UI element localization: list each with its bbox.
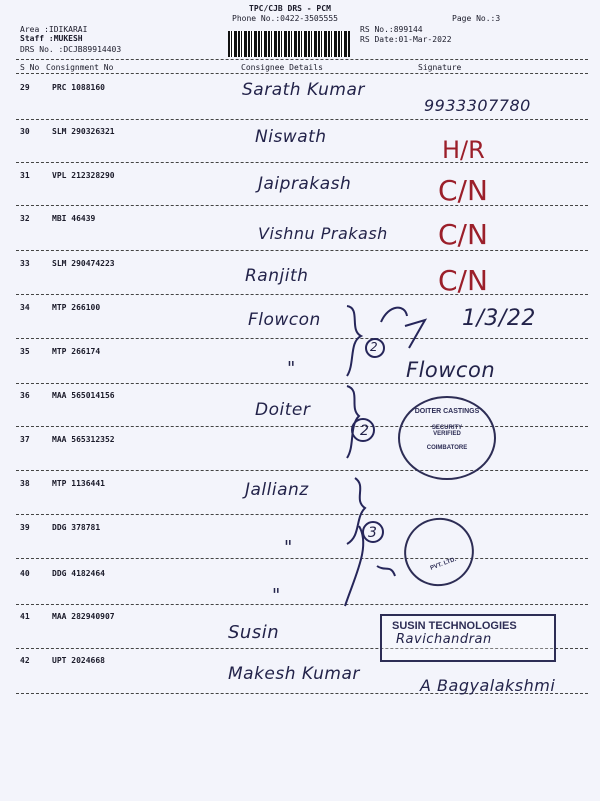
handwritten-consignee: Jaiprakash (258, 174, 352, 194)
handwritten-consignee: Jallianz (245, 480, 309, 500)
col-sno: S No (20, 63, 40, 72)
row-sno: 39 (20, 523, 30, 532)
divider (16, 59, 588, 60)
staff-field: Staff :MUKESH (20, 34, 83, 43)
row-divider (16, 338, 588, 339)
row-consignment: MTP 1136441 (52, 479, 105, 488)
row-consignment: DDG 378781 (52, 523, 101, 532)
handwritten-consignee: " (287, 358, 296, 379)
row-divider (16, 470, 588, 471)
stamp-text: DOITER CASTINGS (414, 408, 480, 415)
row-consignment: VPL 212328290 (52, 171, 115, 180)
barcode (228, 31, 350, 57)
row-divider (16, 119, 588, 120)
circle-number: 2 (370, 340, 379, 354)
handwritten-consignee: " (272, 585, 281, 606)
handwritten-signature: Flowcon (406, 358, 496, 382)
row-divider (16, 294, 588, 295)
col-consignment: Consignment No (46, 63, 114, 72)
handwritten-phone: 9933307780 (424, 96, 531, 115)
area-field: Area :IDIKARAI (20, 25, 88, 34)
document-title: TPC/CJB DRS - PCM (249, 4, 331, 13)
remark-cn: C/N (438, 218, 488, 251)
row-divider (16, 514, 588, 515)
row-divider (16, 162, 588, 163)
handwritten-consignee: Makesh Kumar (228, 664, 360, 684)
row-sno: 29 (20, 83, 30, 92)
row-divider (16, 558, 588, 559)
row-consignment: DDG 4182464 (52, 569, 105, 578)
stamp-text: PVT. LTD. (429, 556, 458, 572)
circle-number: 2 (360, 423, 370, 439)
row-sno: 42 (20, 656, 30, 665)
col-signature: Signature (418, 63, 462, 72)
handwritten-consignee: Sarath Kumar (242, 80, 365, 100)
handwritten-consignee: Ranjith (245, 266, 309, 286)
susin-stamp (380, 614, 556, 662)
row-divider (16, 205, 588, 206)
divider (16, 73, 588, 74)
stamp-text: VERIFIED (433, 431, 461, 437)
row-sno: 33 (20, 259, 30, 268)
rs-number: RS No.:899144 (360, 25, 423, 34)
handwritten-consignee: " (284, 537, 293, 558)
phone-number: Phone No.:0422-3505555 (232, 14, 338, 23)
handwritten-consignee: Vishnu Prakash (258, 224, 388, 243)
row-consignment: MTP 266100 (52, 303, 101, 312)
row-sno: 31 (20, 171, 30, 180)
row-consignment: SLM 290326321 (52, 127, 115, 136)
row-sno: 38 (20, 479, 30, 488)
stamp-text: SUSIN TECHNOLOGIES (392, 620, 517, 632)
handwritten-signature: A Bagyalakshmi (420, 676, 556, 695)
row-sno: 40 (20, 569, 30, 578)
handwritten-signature: Ravichandran (396, 632, 492, 647)
stamp-text: SECURITY (431, 425, 463, 431)
row-divider (16, 383, 588, 384)
handwritten-consignee: Susin (228, 622, 280, 643)
row-consignment: MAA 565312352 (52, 435, 115, 444)
row-consignment: SLM 290474223 (52, 259, 115, 268)
handwritten-consignee: Doiter (255, 400, 311, 420)
row-sno: 37 (20, 435, 30, 444)
drs-number: DRS No. :DCJB89914403 (20, 45, 122, 54)
remark-cn: C/N (438, 264, 488, 297)
row-sno: 36 (20, 391, 30, 400)
row-consignment: MBI 46439 (52, 214, 96, 223)
row-sno: 32 (20, 214, 30, 223)
row-divider (16, 250, 588, 251)
remark-cn: C/N (438, 174, 488, 207)
row-consignment: UPT 2024668 (52, 656, 105, 665)
company-stamp (398, 396, 496, 480)
stamp-text: COIMBATORE (426, 445, 468, 451)
remark-hr: H/R (442, 136, 485, 164)
row-consignment: MAA 282940907 (52, 612, 115, 621)
row-sno: 30 (20, 127, 30, 136)
page-number: Page No.:3 (452, 14, 501, 23)
handwritten-date: 1/3/22 (462, 306, 536, 331)
handwritten-consignee: Niswath (255, 127, 327, 147)
rs-date: RS Date:01-Mar-2022 (360, 35, 452, 44)
row-divider (16, 426, 588, 427)
handwritten-consignee: Flowcon (248, 310, 321, 330)
row-sno: 35 (20, 347, 30, 356)
row-consignment: MTP 266174 (52, 347, 101, 356)
row-sno: 41 (20, 612, 30, 621)
row-consignment: PRC 1088160 (52, 83, 105, 92)
row-sno: 34 (20, 303, 30, 312)
row-consignment: MAA 565014156 (52, 391, 115, 400)
circle-number: 3 (368, 525, 378, 541)
col-consignee: Consignee Details (241, 63, 323, 72)
row-divider (16, 604, 588, 605)
